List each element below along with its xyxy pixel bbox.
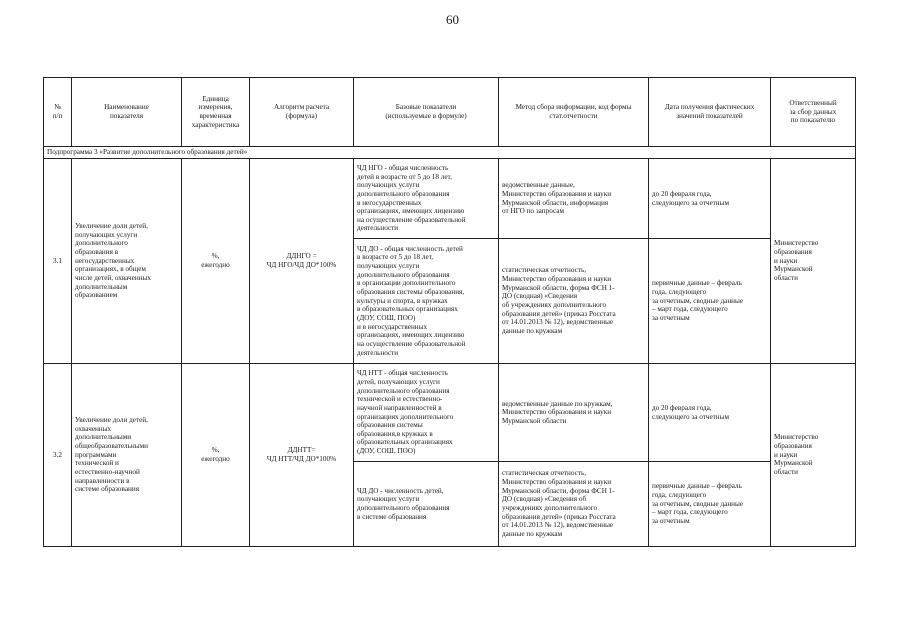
date-received: до 20 февраля года, следующего за отчетным — [649, 364, 771, 462]
collection-method: статистическая отчетность, Министерство образования и науки Мурманской области, форма ФСН 1- ДО (сводная) «Сведения об учреждениях дополнительного образования детей» (приказ Росстата от 14.01.2013 № 12), ведомственные данные по кружкам — [499, 239, 649, 364]
base-indicator: ЧД ДО - численность детей, получающих услуги дополнительного образования в системе образования — [354, 462, 499, 547]
subprogram-row — [44, 147, 856, 159]
header-indicator-name: Наименование показателя — [72, 78, 182, 147]
date-received: первичные данные – февраль года, следующего за отчетным, сводные данные – март года, следующего за отчетным — [649, 462, 771, 547]
indicator-name: Увеличение доли детей, охваченных дополнительными общеобразовательными программами технической и естественно-научной направленности в системе образования — [72, 364, 182, 547]
row-number: 3.1 — [44, 159, 72, 364]
responsible: Министерство образования и науки Мурманской области — [771, 159, 856, 364]
subprogram-title: Подпрограмма 3 «Развитие дополнительного образования детей» — [44, 147, 856, 159]
date-received: до 20 февраля года, следующего за отчетным — [649, 159, 771, 239]
collection-method: статистическая отчетность, Министерство образования и науки Мурманской области, форма ФСН 1- ДО (сводная) «Сведения об учреждениях дополнительного образования детей» (приказ Росстата от 14.01.2013 № 12), ведомственные данные по кружкам — [499, 462, 649, 547]
responsible: Министерство образования и науки Мурманской области — [771, 364, 856, 547]
base-indicator: ЧД НТТ - общая численность детей, получающих услуги дополнительного образования технической и естественно- научной направленностей в организациях дополнительного образования системы образования,в кружках в образовательных организациях (ДОУ, СОШ, ПОО) — [354, 364, 499, 462]
base-indicator: ЧД ДО - общая численность детей в возрасте от 5 до 18 лет, получающих услуги дополнительного образования в организации дополнительного образования системы образования, культуры и спорта, в кружках в образовательных организациях (ДОУ, СОШ, ПОО) и в негосударственных организациях, имеющих лицензию на осуществление образовательной деятельности — [354, 239, 499, 364]
indicator-name: Увеличение доли детей, получающих услуги дополнительного образования в негосударственных организациях, в общем числе детей, охваченных дополнительным образованием — [72, 159, 182, 364]
header-formula: Алгоритм расчета (формула) — [250, 78, 354, 147]
header-collection-method: Метод сбора информации, код формы стат.отчетности — [499, 78, 649, 147]
page-number: 60 — [446, 12, 459, 27]
formula: ДДНТТ= ЧД НТТ/ЧД ДО*100% — [250, 364, 354, 547]
date-received: первичные данные – февраль года, следующего за отчетным, сводные данные – март года, следующего за отчетным — [649, 239, 771, 364]
indicators-table — [43, 77, 856, 547]
collection-method: ведомственные данные, Министерство образования и науки Мурманской области, информация от НГО по запросам — [499, 159, 649, 239]
table-row — [44, 159, 856, 239]
header-date-received: Дата получения фактических значений показателей — [649, 78, 771, 147]
row-number: 3.2 — [44, 364, 72, 547]
base-indicator: ЧД НГО - общая численность детей в возрасте от 5 до 18 лет, получающих услуги дополнительного образования в негосударственных организациях, имеющих лицензию на осуществление образовательной деятельности — [354, 159, 499, 239]
unit: %, ежегодно — [182, 364, 250, 547]
table-header-row — [44, 78, 856, 147]
collection-method: ведомственные данные по кружкам, Министерство образования и науки Мурманской области — [499, 364, 649, 462]
header-unit: Единица измерения, временная характеристика — [182, 78, 250, 147]
header-base-indicators: Базовые показатели (используемые в формуле) — [354, 78, 499, 147]
header-responsible: Ответственный за сбор данных по показателю — [771, 78, 856, 147]
table-row — [44, 364, 856, 462]
formula: ДДНГО = ЧД НГО/ЧД ДО*100% — [250, 159, 354, 364]
unit: %, ежегодно — [182, 159, 250, 364]
header-number: № п/п — [44, 78, 72, 147]
